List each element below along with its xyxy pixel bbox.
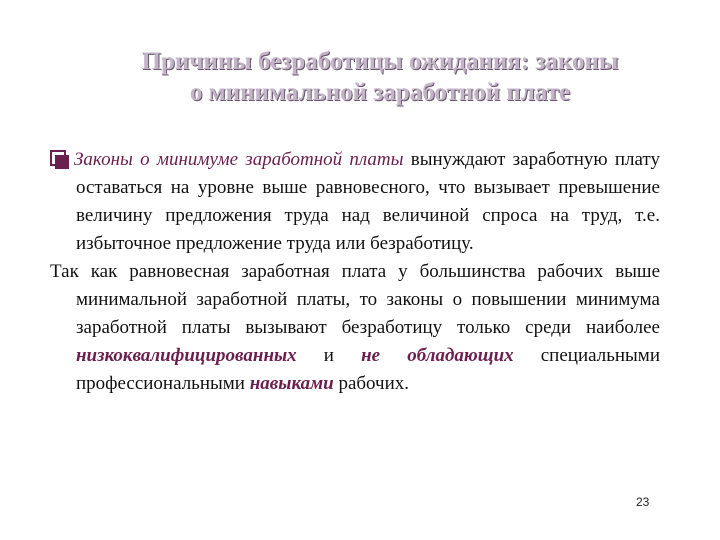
slide-title-line-2: о минимальной заработной плате [189, 79, 571, 106]
bullet-emphasis: Законы о минимуме заработной платы [74, 149, 404, 170]
bullet-paragraph [50, 146, 660, 258]
paragraph-text-2: специальными профессиональными [76, 345, 660, 394]
emphasis-low-skilled: низкоквалифицированных [76, 345, 297, 366]
paragraph-text-1: Так как равновесная заработная плата у большинства рабочих выше минимальной заработной платы, то законы о повышении минимума заработной платы вызывают безработицу только среди наиболее [50, 261, 660, 338]
emphasis-skills: навыками [249, 373, 334, 394]
paragraph-conjunction: и [296, 345, 362, 366]
body-paragraph [50, 258, 660, 398]
slide-title-line-1: Причины безработицы ожидания: законы [141, 48, 619, 75]
slide-body [50, 146, 660, 398]
emphasis-not-having: не обладающих [361, 345, 514, 366]
page-number: 23 [636, 495, 650, 509]
slide-title [40, 46, 720, 108]
square-bullet-icon [50, 150, 66, 166]
bullet-text-rest: заработную плату оставаться на уровне выше равновесного, что вызывает превышение величину предложения труда над величиной спроса на труд, т.е. избыточное предложение труда или безработицу. [76, 149, 660, 254]
paragraph-text-3: рабочих. [333, 373, 410, 394]
bullet-text-start: вынуждают [403, 149, 506, 170]
